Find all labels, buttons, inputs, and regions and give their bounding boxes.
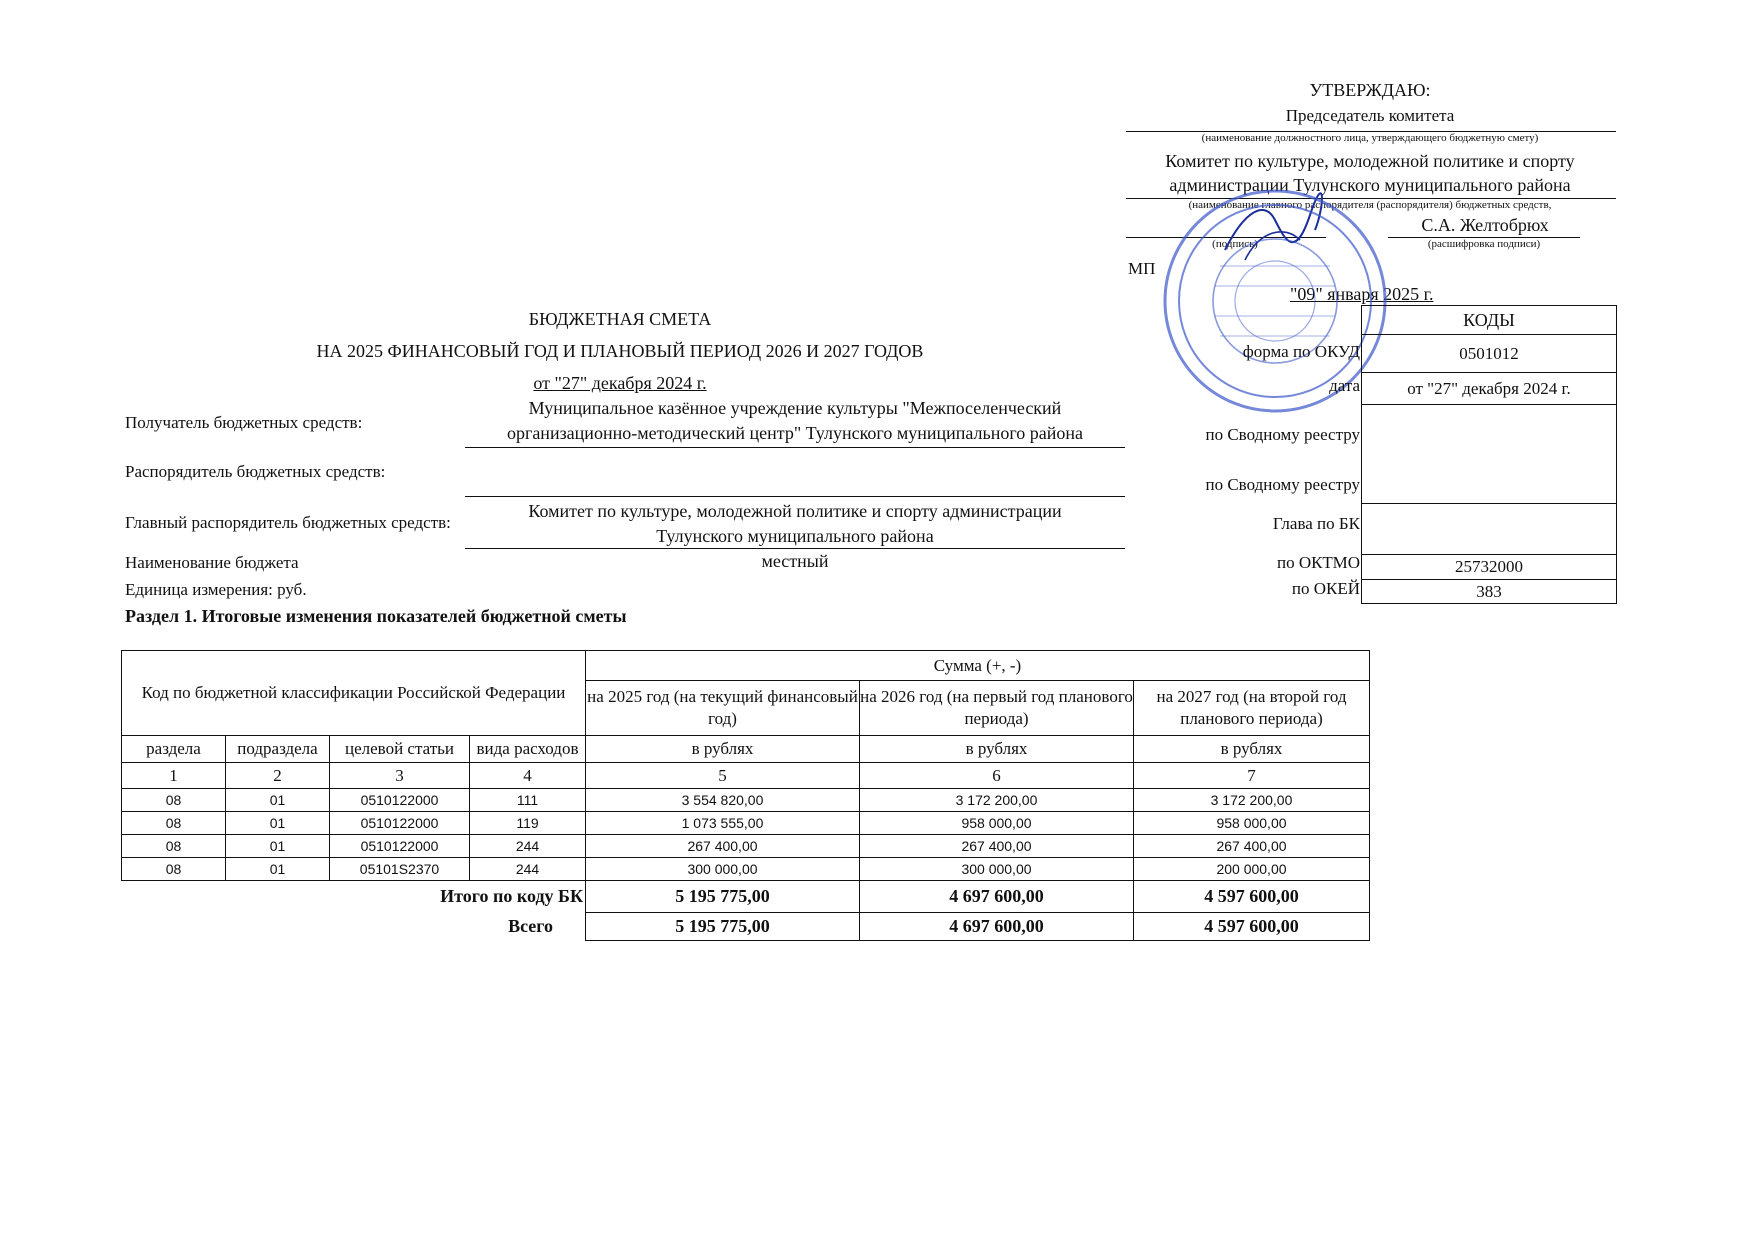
total-bk-value: 5 195 775,00 bbox=[586, 881, 860, 913]
subheader-celevaya: целевой статьи bbox=[330, 736, 470, 763]
budget-table bbox=[121, 650, 1370, 941]
mp-label: МП bbox=[1128, 259, 1156, 278]
glava-bk-label: Глава по БК bbox=[1272, 514, 1360, 533]
chief-line2: Тулунского муниципального района bbox=[656, 526, 934, 546]
cell: 0510122000 bbox=[330, 812, 470, 835]
cell: 08 bbox=[122, 858, 226, 881]
cell: 08 bbox=[122, 812, 226, 835]
budget-value: местный bbox=[761, 551, 829, 571]
approval-org-line1: Комитет по культуре, молодежной политике и спорту bbox=[1165, 151, 1575, 171]
rub-label-2: в рублях bbox=[860, 736, 1134, 763]
cell: 0510122000 bbox=[330, 835, 470, 858]
recipient-line1: Муниципальное казённое учреждение культуры "Межпоселенческий bbox=[528, 398, 1062, 418]
approval-heading: УТВЕРЖДАЮ: bbox=[1309, 80, 1431, 100]
cell: 111 bbox=[470, 789, 586, 812]
org-caption: (наименование главного распорядителя (распорядителя) бюджетных средств, bbox=[1188, 199, 1552, 211]
date-code-label: дата bbox=[1329, 376, 1360, 395]
col-number: 6 bbox=[860, 763, 1134, 789]
recipient-line2: организационно-методический центр" Тулунского муниципального района bbox=[506, 423, 1084, 443]
table-row bbox=[122, 812, 1370, 835]
subheader-podrazdel: подраздела bbox=[226, 736, 330, 763]
total-value: 5 195 775,00 bbox=[586, 913, 860, 941]
year1-header: на 2025 год (на текущий финансовый год) bbox=[586, 681, 860, 736]
approval-position: Председатель комитета bbox=[1285, 106, 1455, 125]
total-value: 4 697 600,00 bbox=[860, 913, 1134, 941]
total-row bbox=[122, 913, 1370, 941]
okei-label: по ОКЕЙ bbox=[1291, 579, 1360, 598]
chief-underline bbox=[465, 548, 1125, 549]
total-label: Всего bbox=[508, 916, 553, 936]
cell: 300 000,00 bbox=[586, 858, 860, 881]
cell: 1 073 555,00 bbox=[586, 812, 860, 835]
col-number: 1 bbox=[122, 763, 226, 789]
cell: 267 400,00 bbox=[1134, 835, 1370, 858]
doc-title: БЮДЖЕТНАЯ СМЕТА bbox=[528, 309, 712, 329]
cell: 267 400,00 bbox=[860, 835, 1134, 858]
cell: 01 bbox=[226, 858, 330, 881]
table-row bbox=[122, 835, 1370, 858]
col-number: 4 bbox=[470, 763, 586, 789]
section-title: Раздел 1. Итоговые изменения показателей бюджетной сметы bbox=[125, 606, 627, 626]
manager-underline bbox=[465, 496, 1125, 497]
table-row bbox=[122, 789, 1370, 812]
recipient-underline bbox=[465, 447, 1125, 448]
chief-line1: Комитет по культуре, молодежной политике и спорту администрации bbox=[528, 501, 1062, 521]
year2-header: на 2026 год (на первый год планового периода) bbox=[860, 681, 1134, 736]
okud-value: 0501012 bbox=[1362, 335, 1616, 373]
codes-box bbox=[1361, 305, 1617, 604]
cell: 01 bbox=[226, 835, 330, 858]
oktmo-value: 25732000 bbox=[1362, 555, 1616, 580]
table-row bbox=[122, 858, 1370, 881]
cell: 958 000,00 bbox=[860, 812, 1134, 835]
cell: 958 000,00 bbox=[1134, 812, 1370, 835]
codes-header: КОДЫ bbox=[1362, 306, 1616, 335]
registry-label-1: по Сводному реестру bbox=[1205, 425, 1360, 444]
budget-label: Наименование бюджета bbox=[125, 553, 299, 572]
unit-label: Единица измерения: руб. bbox=[125, 580, 307, 599]
doc-subtitle: НА 2025 ФИНАНСОВЫЙ ГОД И ПЛАНОВЫЙ ПЕРИОД 2026 И 2027 ГОДОВ bbox=[316, 341, 924, 361]
cell: 3 172 200,00 bbox=[1134, 789, 1370, 812]
doc-date: от "27" декабря 2024 г. bbox=[533, 373, 707, 393]
signatory-name: С.А. Желтобрюх bbox=[1421, 215, 1549, 235]
cell: 119 bbox=[470, 812, 586, 835]
subheader-vid: вида расходов bbox=[470, 736, 586, 763]
recipient-label: Получатель бюджетных средств: bbox=[125, 413, 363, 432]
okei-value: 383 bbox=[1476, 581, 1502, 601]
cell: 0510122000 bbox=[330, 789, 470, 812]
cell: 244 bbox=[470, 858, 586, 881]
cell: 267 400,00 bbox=[586, 835, 860, 858]
glava-bk-cell bbox=[1362, 504, 1616, 555]
manager-label: Распорядитель бюджетных средств: bbox=[125, 462, 386, 481]
cell: 01 bbox=[226, 812, 330, 835]
cell: 244 bbox=[470, 835, 586, 858]
cell: 3 554 820,00 bbox=[586, 789, 860, 812]
rub-label-3: в рублях bbox=[1134, 736, 1370, 763]
col-number: 3 bbox=[330, 763, 470, 789]
total-bk-value: 4 697 600,00 bbox=[860, 881, 1134, 913]
position-caption: (наименование должностного лица, утверждающего бюджетную смету) bbox=[1201, 132, 1539, 144]
okud-label: форма по ОКУД bbox=[1242, 342, 1360, 361]
subheader-razdel: раздела bbox=[122, 736, 226, 763]
total-value: 4 597 600,00 bbox=[1134, 913, 1370, 941]
cell: 08 bbox=[122, 835, 226, 858]
oktmo-label: по ОКТМО bbox=[1276, 553, 1360, 572]
col-number: 5 bbox=[586, 763, 860, 789]
chief-label: Главный распорядитель бюджетных средств: bbox=[125, 513, 451, 532]
approval-date: "09" января 2025 г. bbox=[1290, 284, 1434, 304]
cell: 01 bbox=[226, 789, 330, 812]
sum-header: Сумма (+, -) bbox=[586, 651, 1370, 681]
total-bk-row bbox=[122, 881, 1370, 913]
cell: 05101S2370 bbox=[330, 858, 470, 881]
registry-cell bbox=[1362, 405, 1616, 504]
cell: 08 bbox=[122, 789, 226, 812]
cell: 300 000,00 bbox=[860, 858, 1134, 881]
col-number: 7 bbox=[1134, 763, 1370, 789]
code-header: Код по бюджетной классификации Российской Федерации bbox=[122, 651, 586, 736]
cell: 3 172 200,00 bbox=[860, 789, 1134, 812]
decode-caption: (расшифровка подписи) bbox=[1427, 238, 1541, 250]
date-code-value: от "27" декабря 2024 г. bbox=[1362, 373, 1616, 405]
signature-caption: (подпись) bbox=[1212, 238, 1258, 250]
rub-label-1: в рублях bbox=[586, 736, 860, 763]
total-bk-label: Итого по коду БК bbox=[122, 881, 586, 913]
registry-label-2: по Сводному реестру bbox=[1205, 475, 1360, 494]
cell: 200 000,00 bbox=[1134, 858, 1370, 881]
total-bk-value: 4 597 600,00 bbox=[1134, 881, 1370, 913]
col-number: 2 bbox=[226, 763, 330, 789]
year3-header: на 2027 год (на второй год планового периода) bbox=[1134, 681, 1370, 736]
approval-org-line2: администрации Тулунского муниципального района bbox=[1169, 175, 1571, 195]
